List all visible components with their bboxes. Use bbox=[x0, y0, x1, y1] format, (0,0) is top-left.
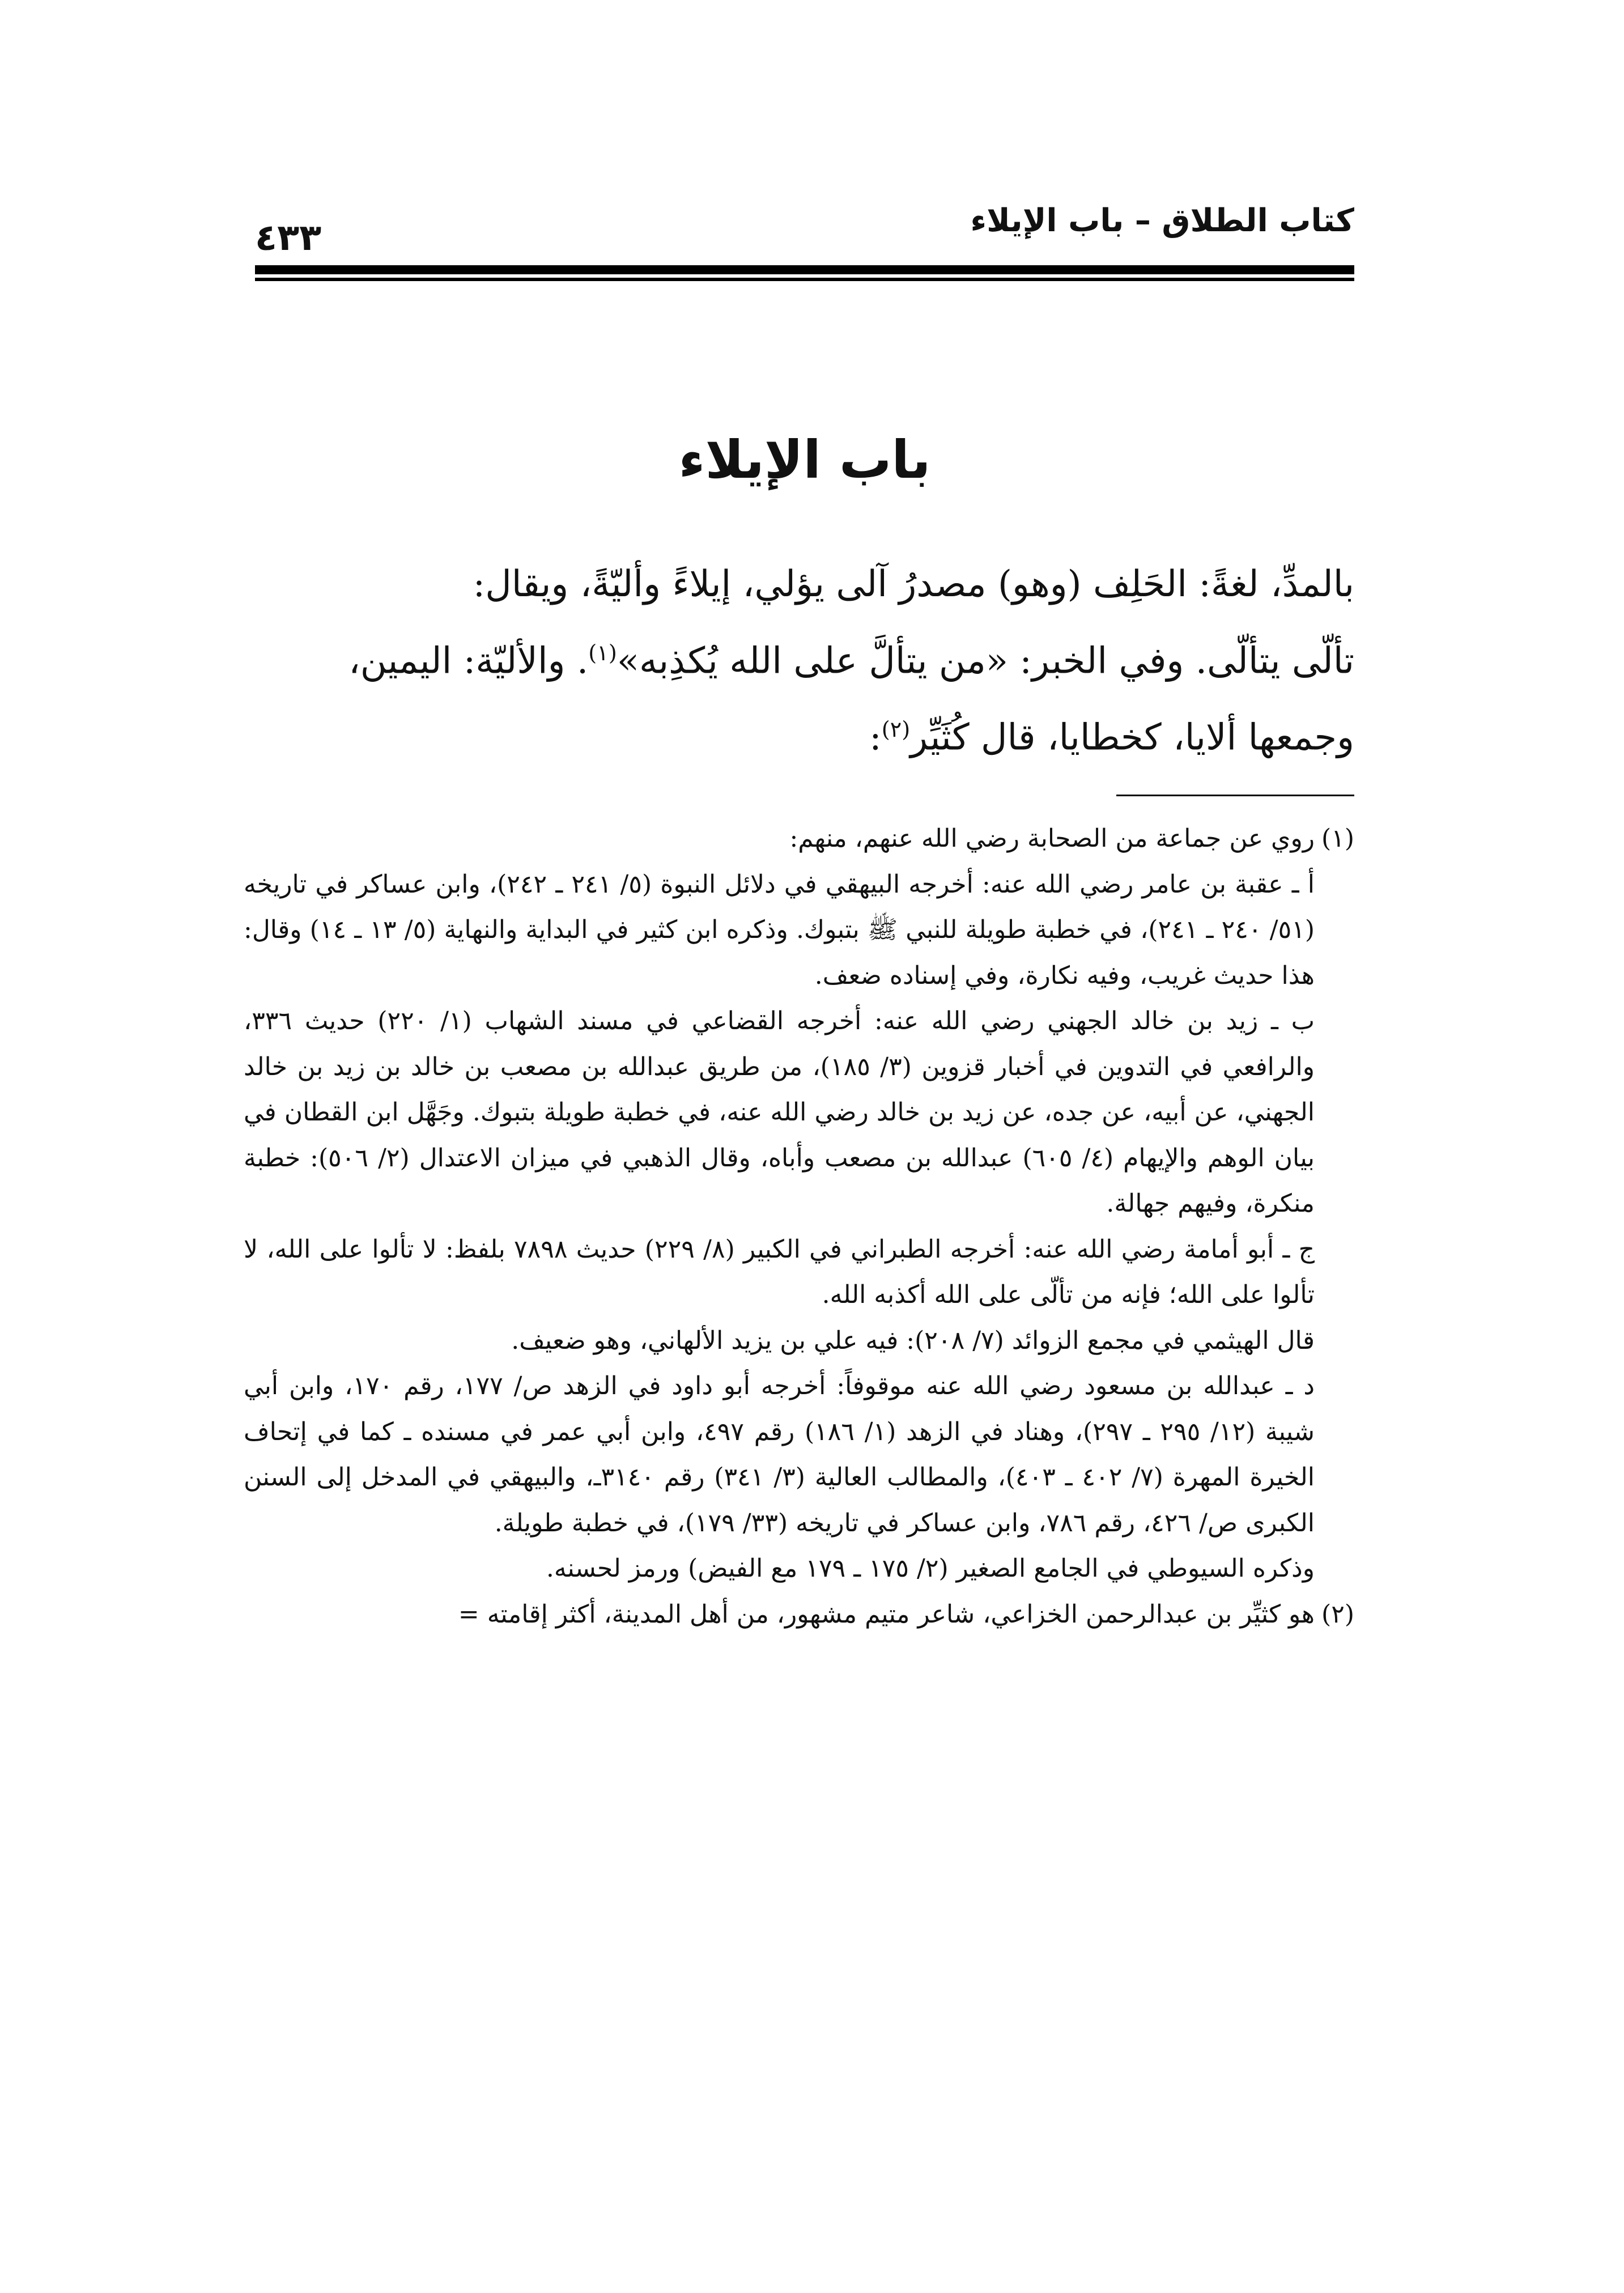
footnote-2-marker: (٢) bbox=[1321, 1599, 1354, 1629]
footnote-2 bbox=[244, 1592, 1354, 1638]
header-rule bbox=[255, 265, 1354, 282]
main-line-2 bbox=[244, 619, 1354, 695]
main-text bbox=[244, 550, 1354, 772]
footnote-1-intro-text: روي عن جماعة من الصحابة رضي الله عنهم، منهم: bbox=[789, 824, 1315, 853]
chapter-title: باب الإيلاء bbox=[678, 429, 931, 490]
main-line-3-text: وجمعها ألايا، كخطايا، قال كُثَيِّر bbox=[910, 716, 1354, 759]
footnote-2-text: هو كثيِّر بن عبدالرحمن الخزاعي، شاعر متيم مشهور، من أهل المدينة، أكثر إقامته = bbox=[458, 1599, 1315, 1629]
header-rule-thin bbox=[255, 278, 1354, 281]
footnote-ref-1[interactable]: (١) bbox=[588, 640, 617, 666]
page-number: ٤٣٣ bbox=[255, 217, 322, 259]
main-line-1-text: بالمدِّ، لغةً: الحَلِف (وهو) مصدرُ آلى يؤلي، إيلاءً وأليّةً، ويقال: bbox=[473, 563, 1354, 605]
running-title: كتاب الطلاق – باب الإيلاء bbox=[970, 202, 1354, 239]
main-line-1 bbox=[244, 550, 1354, 619]
footnote-1-item-b: ب ـ زيد بن خالد الجهني رضي الله عنه: أخرجه القضاعي في مسند الشهاب (١/ ٢٢٠) حديث ٣٣٦، والرافعي في التدوين في أخبار قزوين (٣/ ١٨٥)، من طريق عبدالله بن مصعب بن خالد بن زيد بن خالد الجهني، عن أبيه، عن جده، عن زيد بن خالد رضي الله عنه، في خطبة طويلة بتبوك. وجَهَّل ابن القطان في بيان الوهم والإيهام (٤/ ٦٠٥) عبدالله بن مصعب وأباه، وقال الذهبي في ميزان الاعتدال (٢/ ٥٠٦): خطبة منكرة، وفيهم جهالة. bbox=[244, 1007, 1315, 1218]
footnote-1-item-a: أ ـ عقبة بن عامر رضي الله عنه: أخرجه البيهقي في دلائل النبوة (٥/ ٢٤١ ـ ٢٤٢)، وابن عساكر في تاريخه (٥١/ ٢٤٠ ـ ٢٤١)، في خطبة طويلة للنبي ﷺ بتبوك. وذكره ابن كثير في البداية والنهاية (٥/ ١٣ ـ ١٤) وقال: هذا حديث غريب، وفيه نكارة، وفي إسناده ضعف. bbox=[244, 869, 1315, 990]
footnote-1-marker: (١) bbox=[1321, 824, 1354, 853]
footnote-divider bbox=[1116, 795, 1354, 796]
footnote-1-intro bbox=[244, 816, 1354, 862]
main-line-2-tail: . والأليّة: اليمين، bbox=[348, 640, 589, 682]
footnote-1-item-c-note: قال الهيثمي في مجمع الزوائد (٧/ ٢٠٨): فيه علي بن يزيد الألهاني، وهو ضعيف. bbox=[511, 1326, 1315, 1355]
footnotes bbox=[244, 816, 1354, 1637]
footnote-1-item-d-note: وذكره السيوطي في الجامع الصغير (٢/ ١٧٥ ـ ١٧٩ مع الفيض) ورمز لحسنه. bbox=[546, 1554, 1315, 1583]
header-rule-thick bbox=[255, 265, 1354, 274]
running-header bbox=[255, 198, 1354, 259]
footnote-1-item-d: د ـ عبدالله بن مسعود رضي الله عنه موقوفاً: أخرجه أبو داود في الزهد ص/ ١٧٧، رقم ١٧٠، وابن أبي شيبة (١٢/ ٢٩٥ ـ ٢٩٧)، وهناد في الزهد (١/ ١٨٦) رقم ٤٩٧، وابن أبي عمر في مسنده ـ كما في إتحاف الخيرة المهرة (٧/ ٤٠٢ ـ ٤٠٣)، والمطالب العالية (٣/ ٣٤١) رقم ٣١٤٠ـ، والبيهقي في المدخل إلى السنن الكبرى ص/ ٤٢٦، رقم ٧٨٦، وابن عساكر في تاريخه (٣٣/ ١٧٩)، في خطبة طويلة. bbox=[244, 1371, 1315, 1538]
footnote-1-item-c: ج ـ أبو أمامة رضي الله عنه: أخرجه الطبراني في الكبير (٨/ ٢٢٩) حديث ٧٨٩٨ بلفظ: لا تألوا على الله، لا تألوا على الله؛ فإنه من تألّى على الله أكذبه الله. bbox=[244, 1234, 1315, 1309]
main-line-3 bbox=[244, 695, 1354, 772]
main-line-3-tail: : bbox=[869, 716, 882, 759]
main-line-2-text: تألّى يتألّى. وفي الخبر: «من يتألَّ على الله يُكذِبه» bbox=[617, 640, 1354, 682]
footnote-ref-2[interactable]: (٢) bbox=[881, 717, 911, 743]
